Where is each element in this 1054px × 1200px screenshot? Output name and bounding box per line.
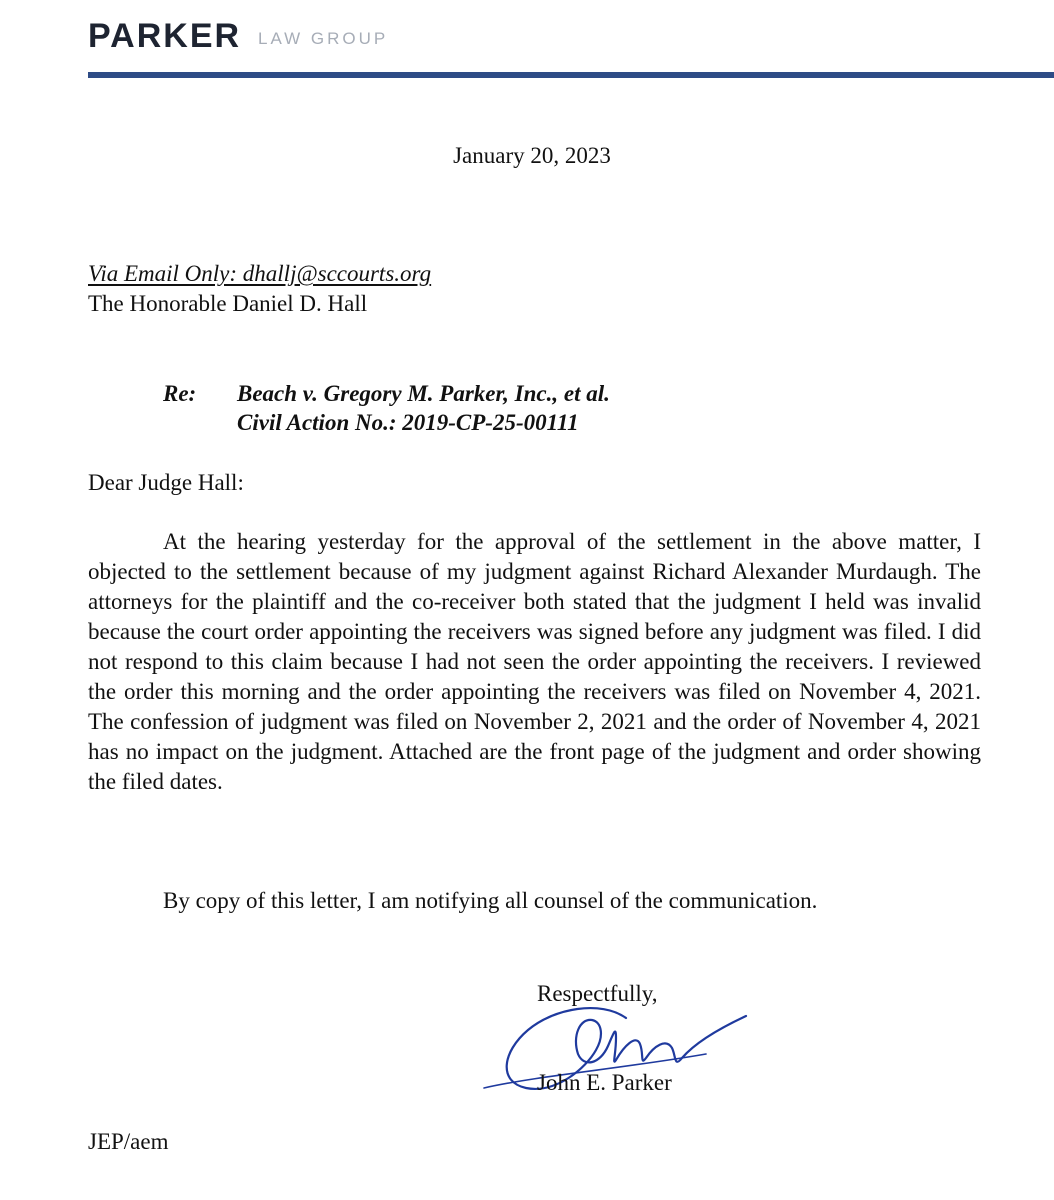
body-paragraph: By copy of this letter, I am notifying all counsel of the communication. [163,888,818,913]
letterhead-brand: PARKER [88,17,242,55]
salutation: Dear Judge Hall: [88,470,244,495]
typist-initials: JEP/aem [88,1129,169,1154]
recipient-name: The Honorable Daniel D. Hall [88,291,368,316]
civil-action-number: Civil Action No.: 2019-CP-25-00111 [237,410,579,435]
letterhead-subtitle: LAW GROUP [258,29,389,48]
letter-date: January 20, 2023 [453,143,611,168]
letterhead-divider [88,72,1054,78]
body-paragraph: At the hearing yesterday for the approval of the settlement in the above matter, I objected to the settlement because of my judgment against Richard Alexander Murdaugh. The attorneys for the plaintiff and the co-receiver both stated that the judgment I held was invalid because the court order appointing the receivers was signed before any judgment was filed. I did not respond to this claim because I had not seen the order appointing the receivers. I reviewed the order this morning and the order appointing the receivers was filed on November 4, 2021. The confession of judgment was filed on November 2, 2021 and the order of November 4, 2021 has no impact on the judgment. Attached are the front page of the judgment and order showing the filed dates. [88,529,981,794]
re-label: Re: [163,381,197,406]
case-caption: Beach v. Gregory M. Parker, Inc., et al. [237,381,610,406]
delivery-line: Via Email Only: dhallj@sccourts.org [88,261,432,286]
closing: Respectfully, [537,981,658,1006]
signer-name: John E. Parker [537,1070,672,1095]
